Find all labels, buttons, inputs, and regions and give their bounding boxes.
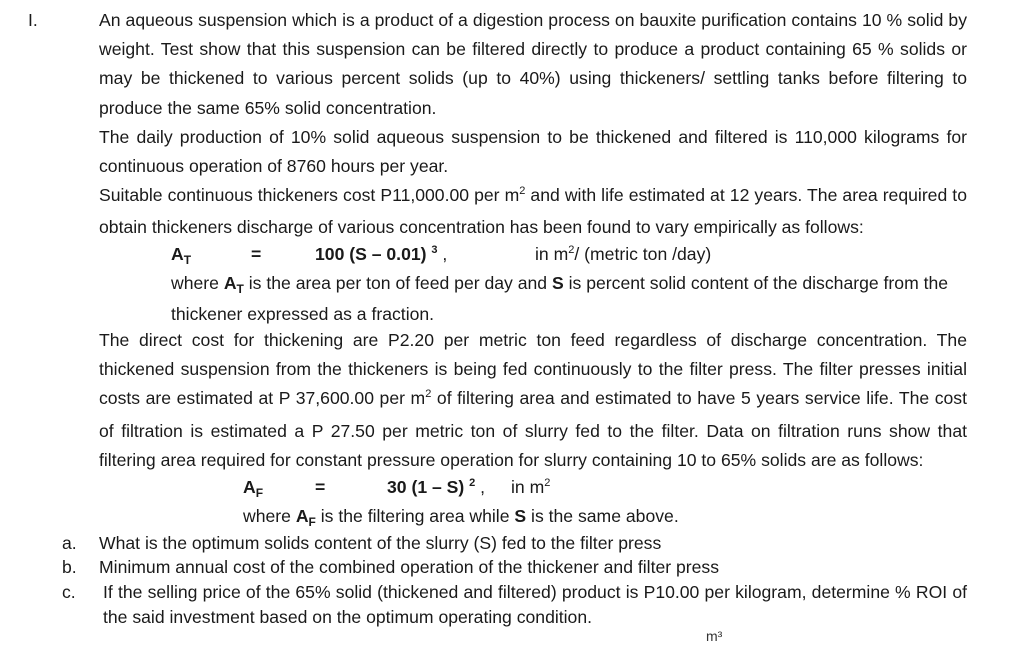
equation2-equals: = (315, 477, 326, 497)
filter-area-equation (243, 473, 843, 502)
paragraph-filtration-cost (99, 326, 967, 475)
thickener-cost-superscript: 2 (519, 185, 526, 197)
equation1-unit: in $m^2/$ (metric ton /day) (535, 244, 712, 264)
problem-number: I. (28, 10, 38, 30)
paragraph-description: An aqueous suspension which is a product of a digestion process on bauxite purification contains 10 % solid by weight. Test show that this suspension can be filtered directly to produce a product containing 65 % solids or may be thickened to various percent solids (up to 40%) using thickeners/ settling tanks before filtering to produce the same 65% solid concentration. (99, 10, 967, 118)
filtration-cost-text-a: The direct cost for thickening are P2.20 per metric ton feed regardless of discharge concentration. The thickened suspension from the thickeners is being fed continuously to the filter press. The filter presses initial costs are estimated at P 37,600.00 per m (99, 330, 967, 409)
paragraph-thickener-cost (99, 181, 967, 242)
filtration-cost-text-b: of filtering area and estimated to have 5 years service life. The cost of filtration is estimated a P 27.50 per metric ton of slurry fed to the filter. Data on filtration runs show that filtering area required for constant pressure operation for slurry containing 10 to 65% solids are as follows: (99, 388, 967, 470)
question-b-text: Minimum annual cost of the combined operation of the thickener and filter press (99, 557, 720, 577)
question-a-letter: a. (62, 533, 77, 553)
equation2-definition: where $A_F$ is the filtering area while S is the same above. (243, 506, 679, 529)
question-c-letter: c. (62, 582, 76, 602)
equation1-rhs: 100 (S – 0.01) $^3$ , (315, 244, 448, 264)
equation2-unit: in $m^2$ (511, 477, 551, 497)
equation1-equals: = (251, 244, 262, 264)
equation1-definition: where $A_T$ is the area per ton of feed per day and S is percent solid content of the discharge from the thickener expressed as a fraction. (171, 273, 949, 325)
filtration-cost-superscript: 2 (425, 388, 432, 401)
equation2-lhs: $A_F$ (243, 477, 264, 500)
cut-off-footer-fragment: m³ (706, 628, 723, 644)
paragraph-daily-production: The daily production of 10% solid aqueous suspension to be thickened and filtered is 110,000 kilograms for continuous operation of 8760 hours per year. (99, 127, 967, 177)
thickener-area-equation (171, 240, 871, 269)
question-a-text: What is the optimum solids content of the slurry (S) fed to the filter press (99, 533, 662, 553)
question-c-text: If the selling price of the 65% solid (thickened and filtered) product is P10.00 per kilogram, determine % ROI of the said investment based on the optimum operating condition. (103, 582, 967, 627)
equation1-lhs: $A_T$ (171, 244, 192, 267)
equation2-rhs: 30 (1 – S) $^2$ , (387, 477, 486, 497)
question-b-letter: b. (62, 557, 77, 577)
thickener-cost-text-a: Suitable continuous thickeners cost P11,000.00 per m (99, 185, 520, 205)
thickener-cost-text-b: and with life estimated at 12 years. The area required to obtain thickeners discharge of various concentration has been found to vary empirically as follows: (99, 185, 967, 238)
